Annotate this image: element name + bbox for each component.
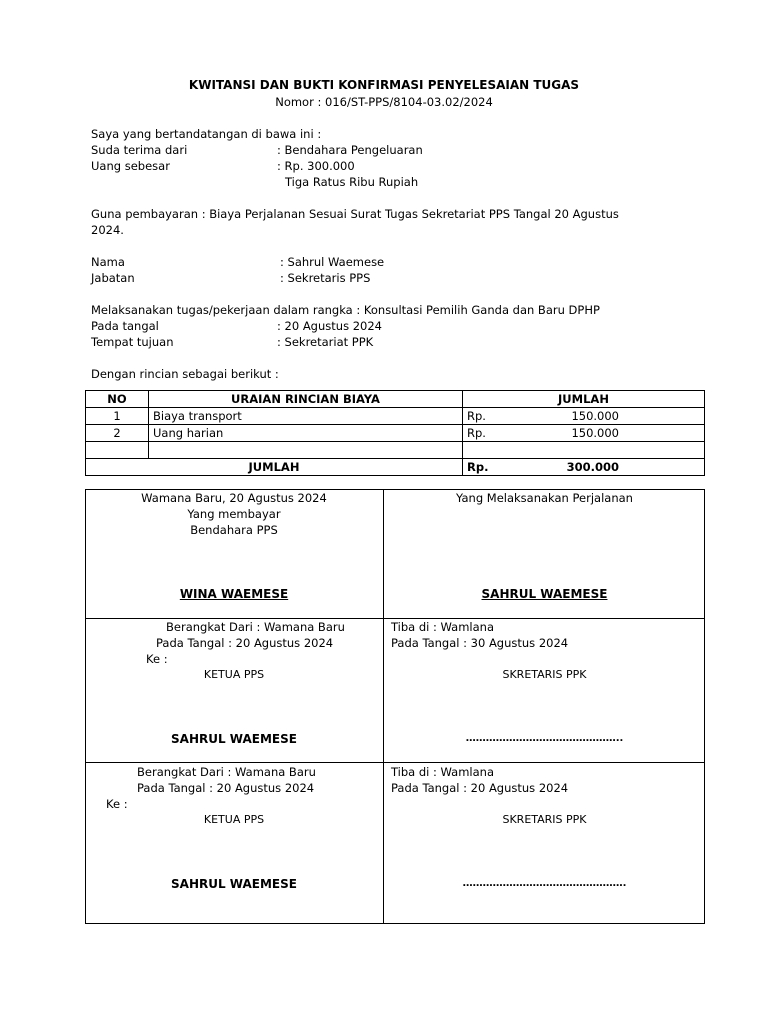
leg2-arrive-at: Tiba di : Wamlana xyxy=(391,765,495,779)
intro-statement: Saya yang bertandatangan di bawa ini : xyxy=(91,127,322,141)
empty-cell xyxy=(86,442,149,459)
task-date-value: : 20 Agustus 2024 xyxy=(277,319,382,333)
table-row xyxy=(86,425,705,442)
total-amount: 300.000 xyxy=(566,459,619,474)
amount-label: Uang sebesar xyxy=(91,159,170,173)
leg2-depart-date: Pada Tangal : 20 Agustus 2024 xyxy=(137,781,315,795)
table-row-empty xyxy=(86,442,705,459)
traveler-name: SAHRUL WAEMESE xyxy=(481,587,608,601)
position-value: : Sekretaris PPS xyxy=(280,271,371,285)
task-activity: Melaksanakan tugas/pekerjaan dalam rangka : Konsultasi Pemilih Ganda dan Baru DPHP xyxy=(91,303,600,317)
leg1-arrive-date: Pada Tangal : 30 Agustus 2024 xyxy=(391,636,569,650)
cost-table xyxy=(85,390,705,476)
purpose-line-1: Guna pembayaran : Biaya Perjalanan Sesuai Surat Tugas Sekretariat PPS Tangal 20 Agustus xyxy=(91,207,619,221)
leg2-depart-from: Berangkat Dari : Wamana Baru xyxy=(137,765,316,779)
position-label: Jabatan xyxy=(91,271,135,285)
row-amount-cell xyxy=(463,408,705,425)
row-amount-cell xyxy=(463,425,705,442)
payer-place-date: Wamana Baru, 20 Agustus 2024 xyxy=(141,491,327,505)
leg1-to: Ke : xyxy=(146,652,168,666)
task-destination-label: Tempat tujuan xyxy=(91,335,174,349)
details-intro: Dengan rincian sebagai berikut : xyxy=(91,367,279,381)
leg1-right-name: ……………………………………….. xyxy=(465,733,624,744)
leg2-left-name: SAHRUL WAEMESE xyxy=(171,877,297,891)
header-description: URAIAN RINCIAN BIAYA xyxy=(149,391,463,408)
total-currency: Rp. xyxy=(467,459,489,474)
amount-value: : Rp. 300.000 xyxy=(277,159,355,173)
table-total-row xyxy=(86,459,705,476)
leg2-right-role: SKRETARIS PPK xyxy=(502,813,587,826)
row-amount: 150.000 xyxy=(571,408,619,423)
header-no: NO xyxy=(86,391,149,408)
document-title: KWITANSI DAN BUKTI KONFIRMASI PENYELESAIAN TUGAS xyxy=(188,78,580,92)
leg1-depart-from: Berangkat Dari : Wamana Baru xyxy=(166,620,345,634)
leg1-right-role: SKRETARIS PPK xyxy=(502,668,587,681)
amount-words: Tiga Ratus Ribu Rupiah xyxy=(285,175,419,189)
task-destination-value: : Sekretariat PPK xyxy=(277,335,374,349)
table-header-row xyxy=(86,391,705,408)
row-currency: Rp. xyxy=(467,425,486,440)
row-amount: 150.000 xyxy=(571,425,619,440)
purpose-line-2: 2024. xyxy=(91,223,124,237)
row-description: Uang harian xyxy=(149,425,463,442)
leg1-left-role: KETUA PPS xyxy=(203,668,265,681)
leg1-left-name: SAHRUL WAEMESE xyxy=(171,732,297,746)
leg2-left-role: KETUA PPS xyxy=(203,813,265,826)
empty-cell xyxy=(463,442,705,459)
row-no: 1 xyxy=(86,408,149,425)
header-amount: JUMLAH xyxy=(463,391,705,408)
row-no: 2 xyxy=(86,425,149,442)
document-number: Nomor : 016/ST-PPS/8104-03.02/2024 xyxy=(275,95,493,109)
name-label: Nama xyxy=(91,255,125,269)
leg1-arrive-at: Tiba di : Wamlana xyxy=(391,620,495,634)
payer-role-1: Yang membayar xyxy=(187,507,281,521)
traveler-label: Yang Melaksanakan Perjalanan xyxy=(456,491,633,505)
total-amount-cell xyxy=(463,459,705,476)
row-description: Biaya transport xyxy=(149,408,463,425)
payer-role-2: Bendahara PPS xyxy=(190,523,278,537)
table-row xyxy=(86,408,705,425)
payer-name: WINA WAEMESE xyxy=(179,587,289,601)
total-label: JUMLAH xyxy=(86,459,463,476)
received-from-value: : Bendahara Pengeluaran xyxy=(277,143,423,157)
grid-divider-vertical xyxy=(383,489,384,924)
signature-grid xyxy=(85,489,705,924)
row-currency: Rp. xyxy=(467,408,486,423)
leg2-right-name: …………………………………………. xyxy=(462,878,627,889)
empty-cell xyxy=(149,442,463,459)
received-from-label: Suda terima dari xyxy=(91,143,188,157)
task-date-label: Pada tangal xyxy=(91,319,159,333)
leg2-to: Ke : xyxy=(106,797,128,811)
name-value: : Sahrul Waemese xyxy=(280,255,385,269)
grid-divider-2 xyxy=(85,762,705,763)
leg2-arrive-date: Pada Tangal : 20 Agustus 2024 xyxy=(391,781,569,795)
leg1-depart-date: Pada Tangal : 20 Agustus 2024 xyxy=(156,636,334,650)
